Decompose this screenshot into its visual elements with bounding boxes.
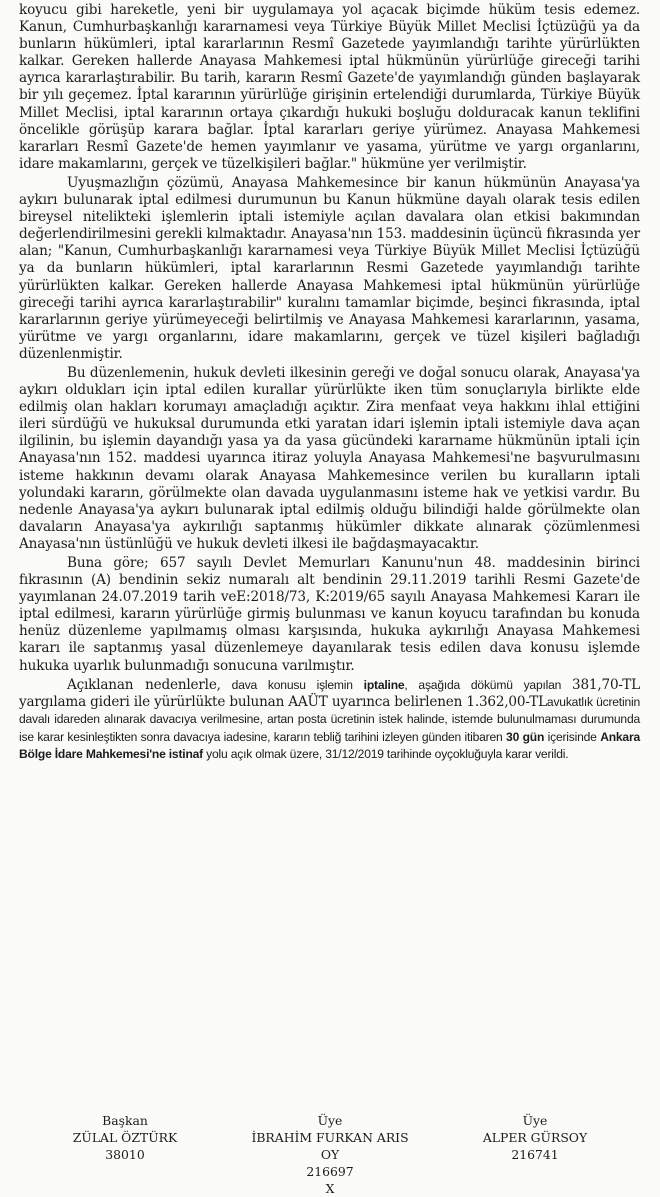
signature-role: Üye [317, 1113, 343, 1128]
signature-name: İBRAHİM FURKAN ARIS [251, 1130, 409, 1145]
paragraph-1: koyucu gibi hareketle, yeni bir uygulamaya yol açacak biçimde hüküm tesis edemez. Kanun, Cumhurbaşkanlığı kararnamesi veya Türkiye Büyük Millet Meclisi İçtüzüğü ya da bunların hükümleri, iptal kararlarının Resmî Gazetede yayımlandığı tarihte yürürlükten kalkar. Gereken hallerde Anayasa Mahkemesi iptal hükmünün yürürlüğe gireceği tarihi ayrıca kararlaştırabilir. Bu tarih, kararın Resmî Gazete'de yayımlandığı günden başlayarak bir yılı geçemez. İptal kararının yürürlüğe girişinin ertelendiği durumlarda, Türkiye Büyük Millet Meclisi, iptal kararının ortaya çıkardığı hukuki boşluğu dolduracak kanun teklifini öncelikle görüşüp karara bağlar. İptal kararları geriye yürümez. Anayasa Mahkemesi kararları Resmî Gazete'de hemen yayımlanır ve yasama, yürütme ve yargı organlarını, idare makamlarını, gerçek ve tüzelkişileri bağlar." hükmüne yer verilmiştir. [19, 2, 640, 172]
paragraph-5-part-j: yolu açık olmak üzere, 31/12/2019 tarihinde oyçokluğuyla karar verildi. [203, 747, 569, 762]
paragraph-5-court: Ankara Bölge İdare Mahkemesi'ne istinaf [19, 729, 640, 762]
paragraph-5-costs: 381,70-TL yargılama gideri ile yürürlükte bulunan AAÜT uyarınca belirlenen 1.362,00-TL [19, 676, 640, 711]
signature-uye-1 [235, 1112, 425, 1197]
paragraph-4: Buna göre; 657 sayılı Devlet Memurları Kanunu'nun 48. maddesinin birinci fıkrasının (A) bendinin sekiz numaralı alt bendinin 29.11.2019 tarihli Resmi Gazete'de yayımlanan 24.07.2019 tarih veE:2018/73, K:2019/65 sayılı Anayasa Mahkemesi Kararı ile iptal edilmesi, kararın yürürlüğe girmiş bulunması ve kanun koyucu tarafından bu konuda henüz düzenleme yapılmamış olması karşısında, hukuka aykırılığı Anayasa Mahkemesi kararı ile saptanmış yasal düzenlemeye dayanılarak tesis edilen dava konusu işlemde hukuka uyarlık bulunmadığı sonucuna varılmıştır. [19, 555, 640, 674]
paragraph-5-part-h: içerisinde [544, 729, 601, 744]
paragraph-5-iptaline: iptaline [363, 677, 405, 692]
signature-baskan [30, 1112, 220, 1197]
signature-vote: OY [320, 1147, 340, 1162]
paragraph-5-lead: Açıklanan nedenlerle, [67, 676, 221, 693]
signature-name: ZÜLAL ÖZTÜRK [72, 1130, 178, 1145]
footer-mark: X [325, 1181, 335, 1196]
paragraph-3: Bu düzenlemenin, hukuk devleti ilkesinin gereği ve doğal sonucu olarak, Anayasa'ya aykırı oldukları için iptal edilen kurallar yürürlükte iken tüm sonuçlarıyla birlikte elde edilmiş olan hakları korumayı amaçladığı açıktır. Zira menfaat veya hakkını ihlal ettiğini ileri sürdüğü ve hukuksal durumunda etki yaratan idari işlemin iptali istemiyle dava açan ilgilinin, bu işlemin dayandığı yasa ya da yasa gücündeki kararname hükmünün iptali için Anayasa'nın 152. maddesi uyarınca itiraz yoluyla Anayasa Mahkemesi'ne başvurulmasını isteme hakkının devamı olarak Anayasa Mahkemesince verilen bu kuralların iptali yolundaki kararın, görülmekte olan davada uygulanmasını isteme hak ve yetkisi vardır. Bu nedenle Anayasa'ya aykırı bulunarak iptal edilmiş olduğu bilindiği halde görülmekte olan davaların Anayasa'ya aykırılığı saptanmış hükümler dikkate alınarak çözümlenmesi Anayasa'nın üstünlüğü ve hukuk devleti ilkesi ile bağdaşmayacaktır. [19, 364, 640, 552]
paragraph-5 [19, 677, 640, 764]
signature-role: Başkan [102, 1113, 148, 1128]
signature-uye-2 [440, 1112, 630, 1197]
paragraph-5-part-b: dava konusu işlemin [220, 677, 364, 692]
paragraph-5-part-f: avukatlık ücretinin davalı idareden alınarak davacıya verilmesine, artan posta ücretinin istek halinde, istemde bulunulmaması durumunda ise karar kesinleştikten sonra davacıya iadesine, kararın tebliğ tarihini izleyen günden itibaren [19, 695, 640, 744]
signature-name: ALPER GÜRSOY [482, 1130, 588, 1145]
paragraph-5-part-d: , aşağıda dökümü yapılan [404, 677, 573, 692]
paragraph-5-30-gun: 30 gün [506, 729, 545, 744]
signature-role: Üye [522, 1113, 548, 1128]
signature-block [30, 1112, 630, 1197]
signature-number: 38010 [105, 1147, 145, 1162]
signature-number: 216697 [306, 1164, 354, 1179]
paragraph-2: Uyuşmazlığın çözümü, Anayasa Mahkemesince bir kanun hükmünün Anayasa'ya aykırı bulunarak iptal edilmesi durumunun bu Kanun hükmüne dayalı olarak tesis edilen bireysel nitelikteki işlemlerin iptali istemiyle açılan davalara olan etkisi bakımından değerlendirilmesini gerekli kılmaktadır. Anayasa'nın 153. maddesinin üçüncü fıkrasında yer alan; "Kanun, Cumhurbaşkanlığı kararnamesi veya Türkiye Büyük Millet Meclisi İçtüzüğü ya da bunların hükümleri, iptal kararlarının Resmi Gazetede yayımlandığı tarihte yürürlükten kalkar. Gereken hallerde Anayasa Mahkemesi iptal hükmünün yürürlüğe gireceği tarihi ayrıca kararlaştırabilir" kuralını tamamlar biçimde, beşinci fıkrasında, iptal kararlarının geriye yürümeyeceği belirtilmiş ve Anayasa Mahkemesi kararlarının, yasama, yürütme ve yargı organlarını, idare makamlarını, gerçek ve tüzel kişileri bağladığı düzenlenmiştir. [19, 174, 640, 362]
signature-number: 216741 [511, 1147, 559, 1162]
